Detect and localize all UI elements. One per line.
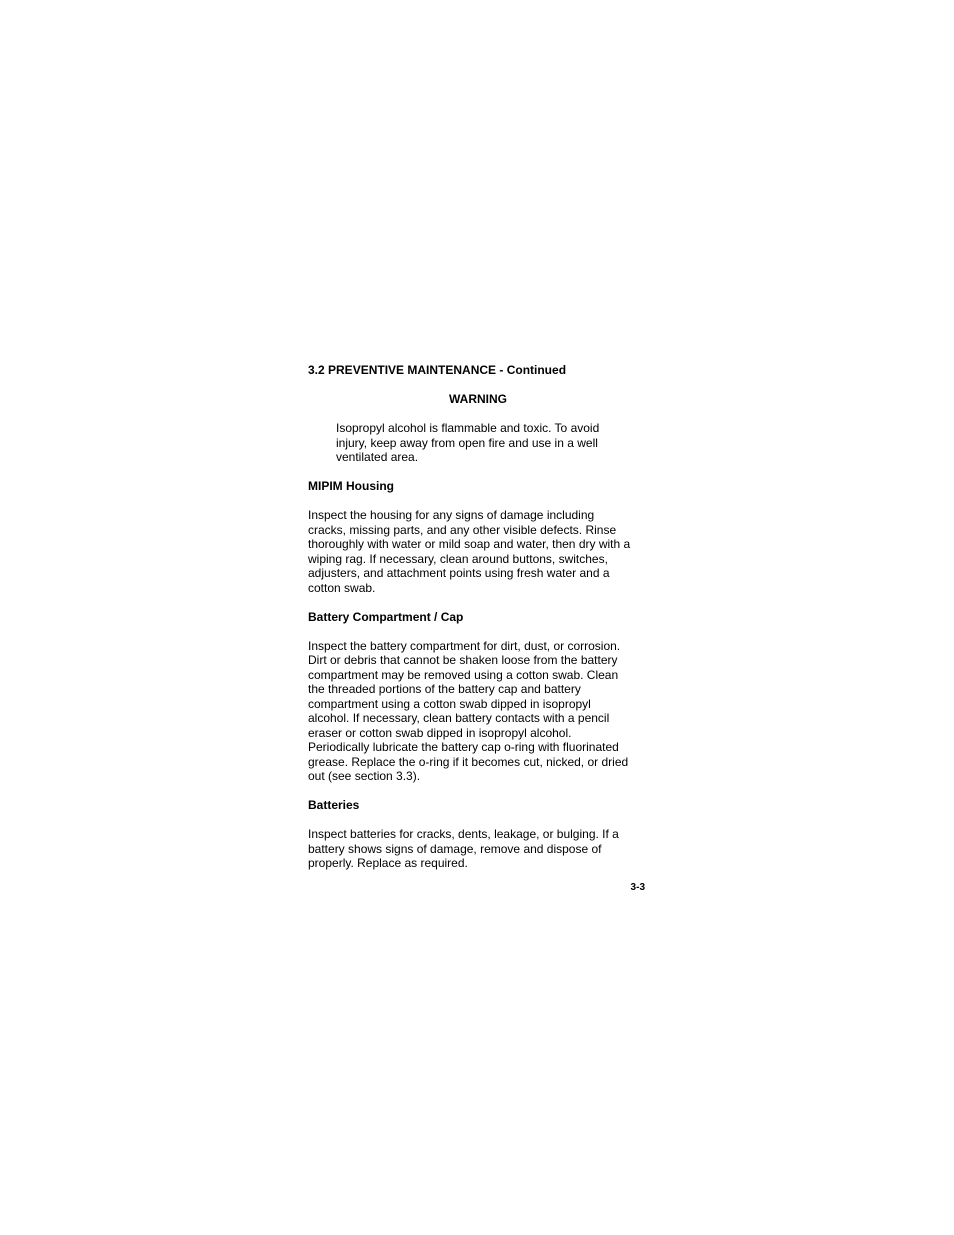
paragraph-line: compartment may be removed using a cotton swab. Clean [308, 667, 619, 682]
paragraph-line: Inspect the battery compartment for dirt, dust, or corrosion. [308, 638, 621, 653]
paragraph-line: alcohol. If necessary, clean battery contacts with a pencil [308, 711, 610, 725]
paragraph-line: cracks, missing parts, and any other visible defects. Rinse [308, 522, 617, 537]
heading-batteries: Batteries [308, 798, 360, 812]
section-title: 3.2 PREVENTIVE MAINTENANCE - Continued [308, 363, 567, 377]
paragraph-line: Inspect the housing for any signs of damage including [308, 508, 595, 522]
paragraph-line: battery shows signs of damage, remove and dispose of [308, 841, 602, 856]
paragraph-line: thoroughly with water or mild soap and water, then dry with a [308, 537, 631, 551]
page-number: 3-3 [630, 881, 645, 893]
paragraph-line: grease. Replace the o-ring if it becomes cut, nicked, or dried [308, 754, 629, 769]
paragraph-line: properly. Replace as required. [308, 856, 468, 870]
paragraph-line: cotton swab. [308, 580, 376, 595]
paragraph-line: out (see section 3.3). [308, 769, 421, 783]
paragraph-line: eraser or cotton swab dipped in isopropyl alcohol. [308, 725, 572, 740]
warning-line: Isopropyl alcohol is flammable and toxic. To avoid [336, 421, 600, 435]
paragraph-line: Inspect batteries for cracks, dents, leakage, or bulging. If a [308, 827, 619, 841]
warning-title: WARNING [449, 392, 507, 406]
paragraph-batteries [308, 827, 648, 871]
warning-line: ventilated area. [336, 450, 419, 464]
paragraph-line: Periodically lubricate the battery cap o-ring with fluorinated [308, 740, 619, 754]
paragraph-line: Dirt or debris that cannot be shaken loose from the battery [308, 653, 618, 667]
heading-battery-compartment: Battery Compartment / Cap [308, 609, 464, 624]
paragraph-line: compartment using a cotton swab dipped in isopropyl [308, 696, 591, 711]
warning-text [336, 421, 626, 465]
paragraph-line: wiping rag. If necessary, clean around buttons, switches, [308, 551, 608, 566]
paragraph-line: adjusters, and attachment points using fresh water and a [308, 566, 610, 580]
warning-line: injury, keep away from open fire and use in a well [336, 435, 598, 450]
paragraph-line: the threaded portions of the battery cap and battery [308, 682, 581, 696]
heading-mipim-housing: MIPIM Housing [308, 479, 394, 493]
paragraph-battery-compartment [308, 639, 648, 784]
paragraph-mipim-housing [308, 508, 648, 595]
document-page [308, 363, 648, 895]
